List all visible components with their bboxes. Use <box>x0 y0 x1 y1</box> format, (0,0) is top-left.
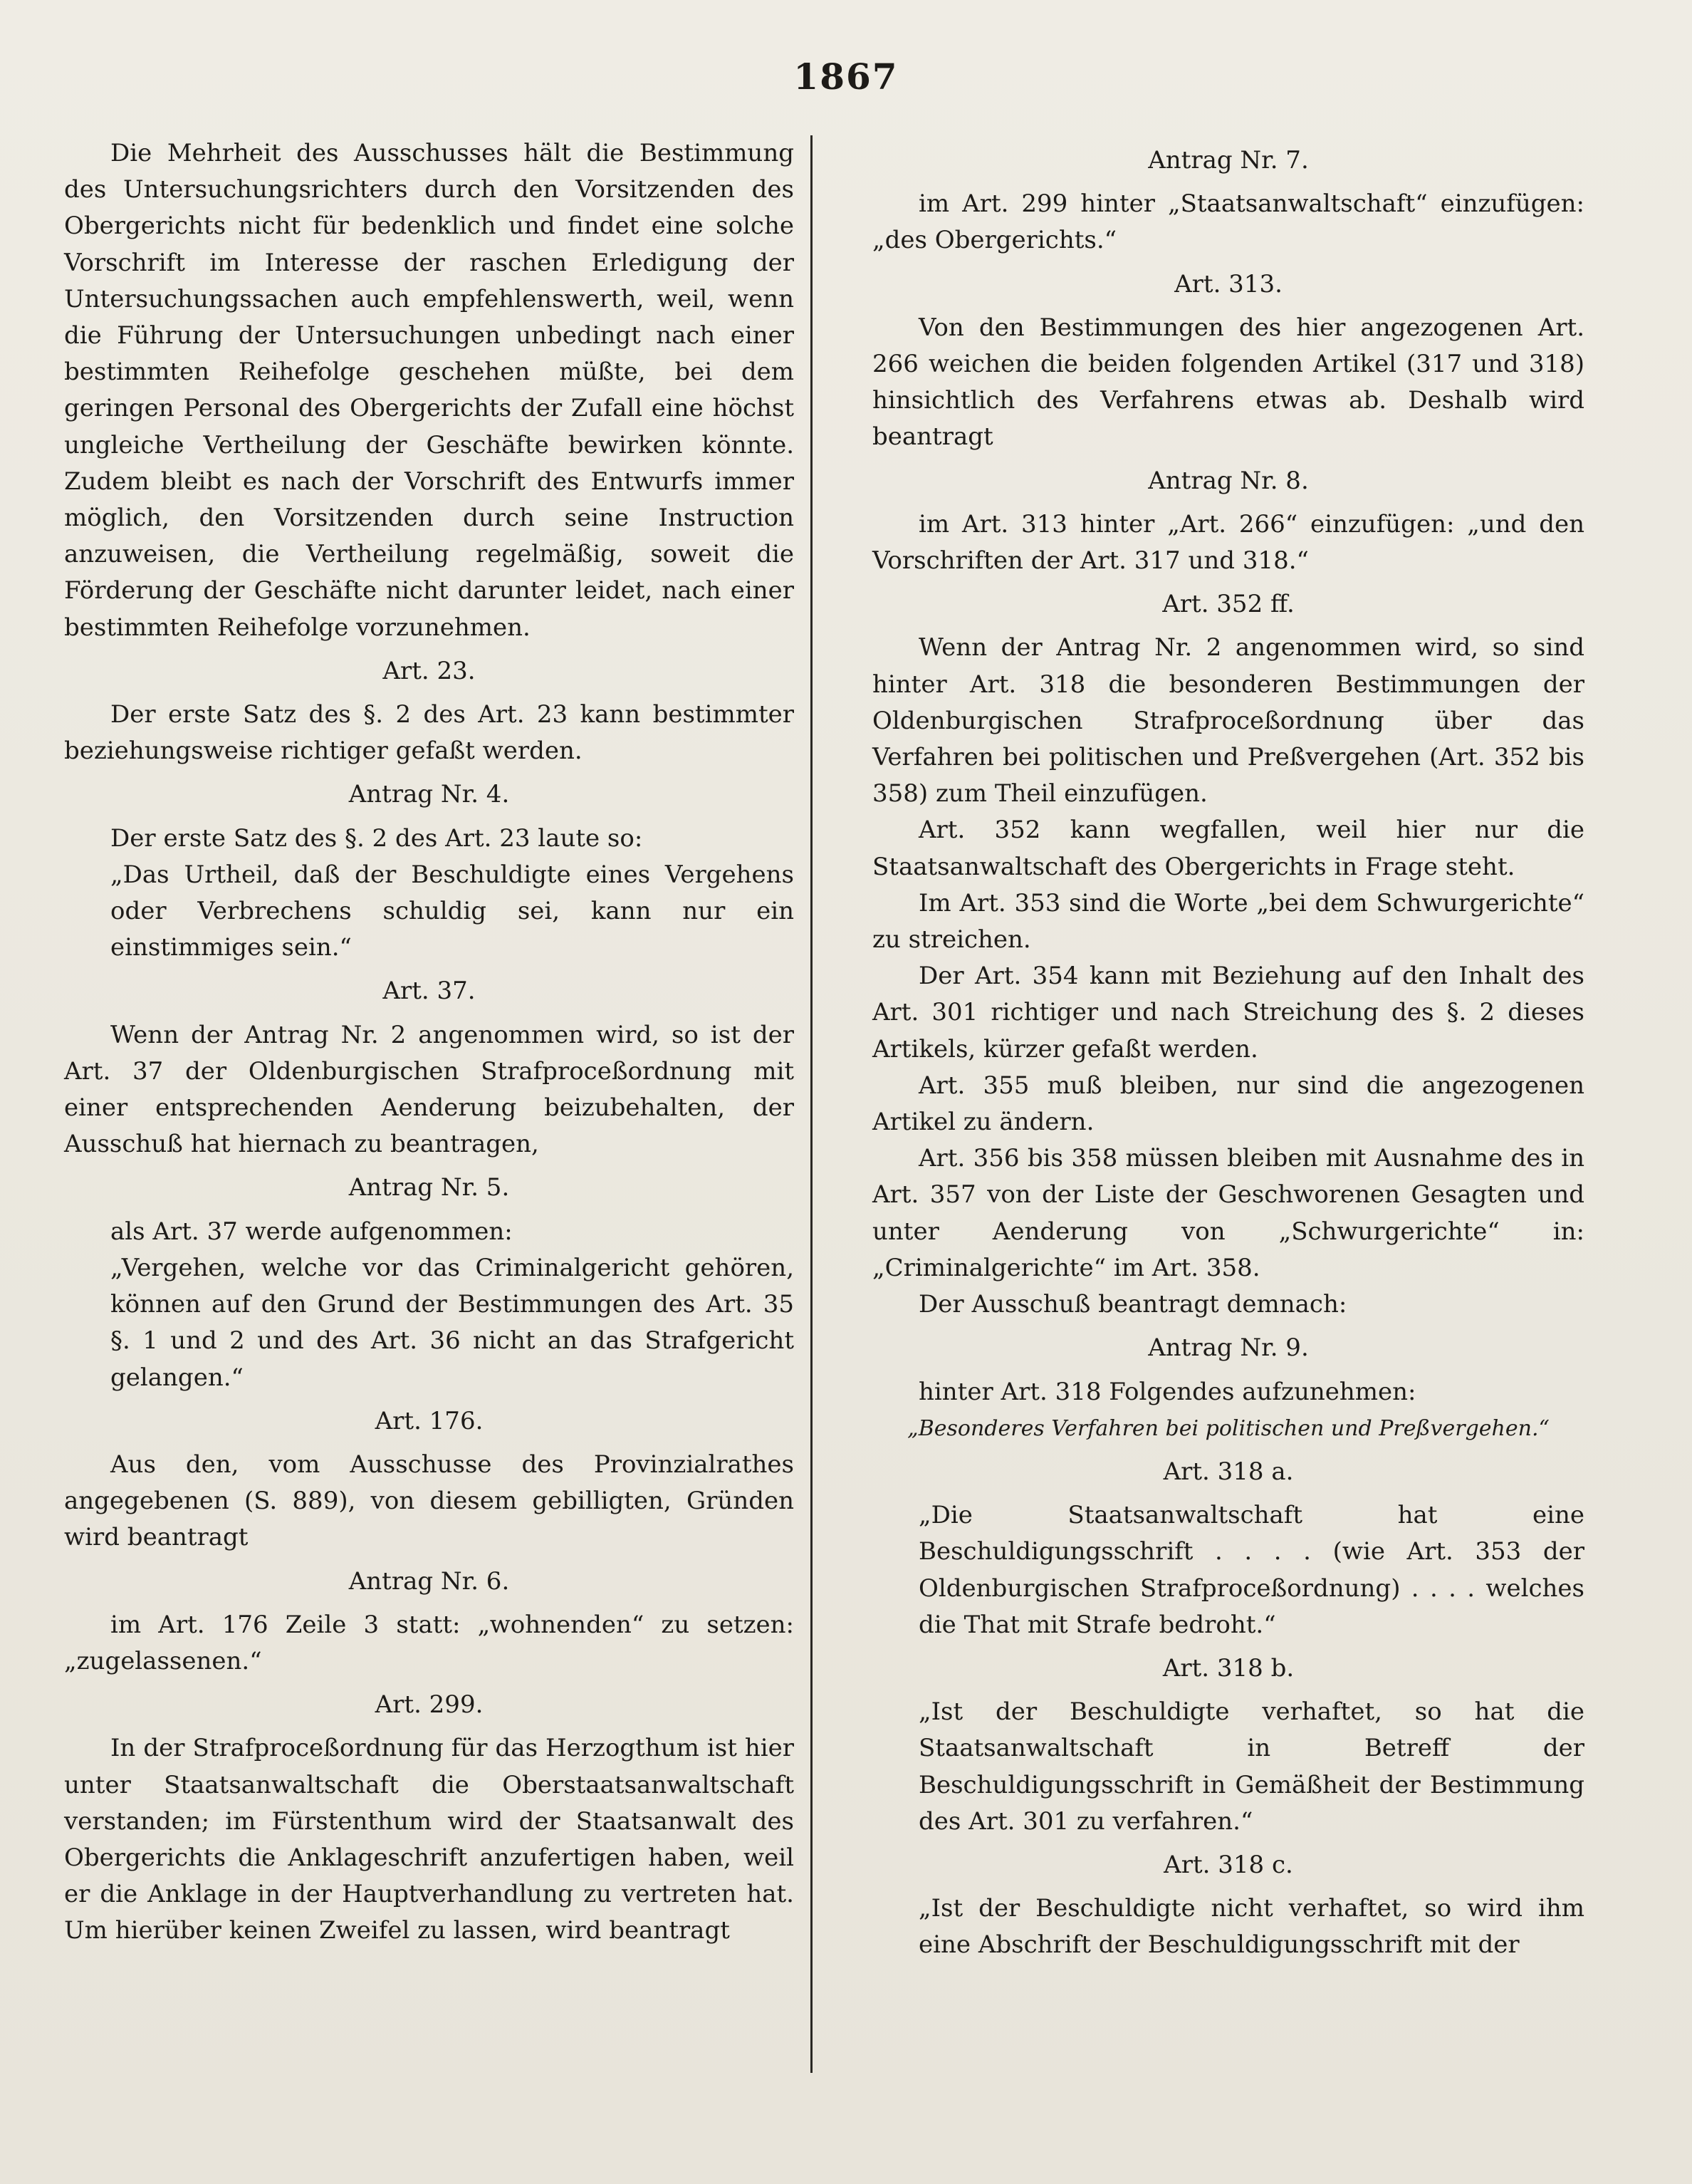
motion-heading: Antrag Nr. 7. <box>1148 146 1309 175</box>
paragraph: Der erste Satz des §. 2 des Art. 23 laute so: <box>110 823 643 853</box>
paragraph: Art. 355 muß bleiben, nur sind die angezogenen Artikel zu ändern. <box>872 1071 1584 1137</box>
section-heading: Art. 352 ff. <box>1162 590 1295 619</box>
paragraph: Art. 352 kann wegfallen, weil hier nur die Staatsanwaltschaft des Obergerichts in Frage steht. <box>872 816 1584 881</box>
left-column <box>64 135 794 1950</box>
motion-heading: Antrag Nr. 8. <box>1148 466 1309 495</box>
quoted-subheading: „Besonderes Verfahren bei politischen und Preßvergehen.“ <box>907 1415 1550 1441</box>
paragraph: Wenn der Antrag Nr. 2 angenommen wird, so ist der Art. 37 der Oldenburgischen Strafproceßordnung mit einer entsprechenden Aenderung beizubehalten, der Ausschuß hat hiernach zu beantragen, <box>64 1020 794 1159</box>
motion-heading: Antrag Nr. 6. <box>348 1566 510 1596</box>
section-heading: Art. 318 c. <box>1164 1850 1293 1879</box>
section-heading: Art. 318 a. <box>1163 1457 1294 1486</box>
paragraph: Art. 356 bis 358 müssen bleiben mit Ausnahme des in Art. 357 von der Liste der Geschworenen Gesagten und unter Aenderung von „Schwurgerichte“ in: „Criminalgerichte“ im Art. 358. <box>872 1144 1584 1282</box>
paragraph: Im Art. 353 sind die Worte „bei dem Schwurgerichte“ zu streichen. <box>872 888 1584 955</box>
section-heading: Art. 37. <box>382 977 476 1006</box>
paragraph: Die Mehrheit des Ausschusses hält die Bestimmung des Untersuchungsrichters durch den Vorsitzenden des Obergerichts nicht für bedenklich und findet eine solche Vorschrift im Interesse der raschen Erledigung der Untersuchungssachen auch empfehlenswerth, weil, wenn die Führung der Untersuchungen unbedingt nach einer bestimmten Reihefolge geschehen müßte, bei dem geringen Personal des Obergerichts der Zufall eine höchst ungleiche Vertheilung der Geschäfte bewirken könnte. Zudem bleibt es nach der Vorschrift des Entwurfs immer möglich, den Vorsitzenden durch seine Instruction anzuweisen, die Vertheilung regelmäßig, soweit die Förderung der Geschäfte nicht darunter leidet, nach einer bestimmten Reihefolge vorzunehmen. <box>64 139 794 642</box>
paragraph: Der erste Satz des §. 2 des Art. 23 kann bestimmter beziehungsweise richtiger gefaßt werden. <box>64 700 794 766</box>
paragraph: In der Strafproceßordnung für das Herzogthum ist hier unter Staatsanwaltschaft die Oberstaatsanwaltschaft verstanden; im Fürstenthum wird der Staatsanwalt des Obergerichts die Anklageschrift anzufertigen haben, weil er die Anklage in der Hauptverhandlung zu vertreten hat. Um hierüber keinen Zweifel zu lassen, wird beantragt <box>64 1734 794 1945</box>
paragraph: als Art. 37 werde aufgenommen: <box>110 1217 513 1246</box>
quoted-text: „Die Staatsanwaltschaft hat eine Beschuldigungsschrift . . . . (wie Art. 353 der Oldenburgischen Strafproceßordnung) . . . . welches die That mit Strafe bedroht.“ <box>919 1501 1584 1639</box>
right-column <box>872 135 1584 1964</box>
section-heading: Art. 318 b. <box>1162 1653 1295 1683</box>
section-heading: Art. 313. <box>1174 269 1283 298</box>
paragraph: Der Art. 354 kann mit Beziehung auf den Inhalt des Art. 301 richtiger und nach Streichung des §. 2 dieses Artikels, kürzer gefaßt werden. <box>872 962 1584 1064</box>
paragraph: Von den Bestimmungen des hier angezogenen Art. 266 weichen die beiden folgenden Artikel (317 und 318) hinsichtlich des Verfahrens etwas ab. Deshalb wird beantragt <box>872 313 1584 452</box>
quoted-text: „Ist der Beschuldigte nicht verhaftet, so wird ihm eine Abschrift der Beschuldigungsschrift mit der <box>919 1894 1584 1960</box>
paragraph: Wenn der Antrag Nr. 2 angenommen wird, so sind hinter Art. 318 die besonderen Bestimmungen der Oldenburgischen Strafproceßordnung über das Verfahren bei politischen und Preßvergehen (Art. 352 bis 358) zum Theil einzufügen. <box>872 633 1584 808</box>
motion-heading: Antrag Nr. 4. <box>348 780 510 809</box>
section-heading: Art. 176. <box>375 1406 484 1435</box>
column-divider <box>810 135 813 2073</box>
quoted-text: „Das Urtheil, daß der Beschuldigte eines Vergehens oder Verbrechens schuldig sei, kann nur ein einstimmiges sein.“ <box>110 860 794 962</box>
paragraph: im Art. 313 hinter „Art. 266“ einzufügen: „und den Vorschriften der Art. 317 und 318.“ <box>872 509 1584 576</box>
paragraph: hinter Art. 318 Folgendes aufzunehmen: <box>919 1377 1416 1406</box>
paragraph: Der Ausschuß beantragt demnach: <box>919 1290 1347 1319</box>
motion-heading: Antrag Nr. 5. <box>348 1173 510 1202</box>
quoted-text: „Ist der Beschuldigte verhaftet, so hat die Staatsanwaltschaft in Betreff der Beschuldigungsschrift in Gemäßheit der Bestimmung des Art. 301 zu verfahren.“ <box>919 1697 1584 1836</box>
quoted-text: „Vergehen, welche vor das Criminalgericht gehören, können auf den Grund der Bestimmungen des Art. 35 §. 1 und 2 und des Art. 36 nicht an das Strafgericht gelangen.“ <box>110 1253 794 1392</box>
section-heading: Art. 299. <box>375 1690 484 1720</box>
section-heading: Art. 23. <box>382 656 476 685</box>
motion-heading: Antrag Nr. 9. <box>1148 1333 1309 1363</box>
paragraph: im Art. 299 hinter „Staatsanwaltschaft“ einzufügen: „des Obergerichts.“ <box>872 189 1584 255</box>
page-number: 1867 <box>793 56 899 98</box>
paragraph: Aus den, vom Ausschusse des Provinzialrathes angegebenen (S. 889), von diesem gebilligten, Gründen wird beantragt <box>64 1450 794 1552</box>
paragraph: im Art. 176 Zeile 3 statt: „wohnenden“ zu setzen: „zugelassenen.“ <box>64 1610 794 1675</box>
